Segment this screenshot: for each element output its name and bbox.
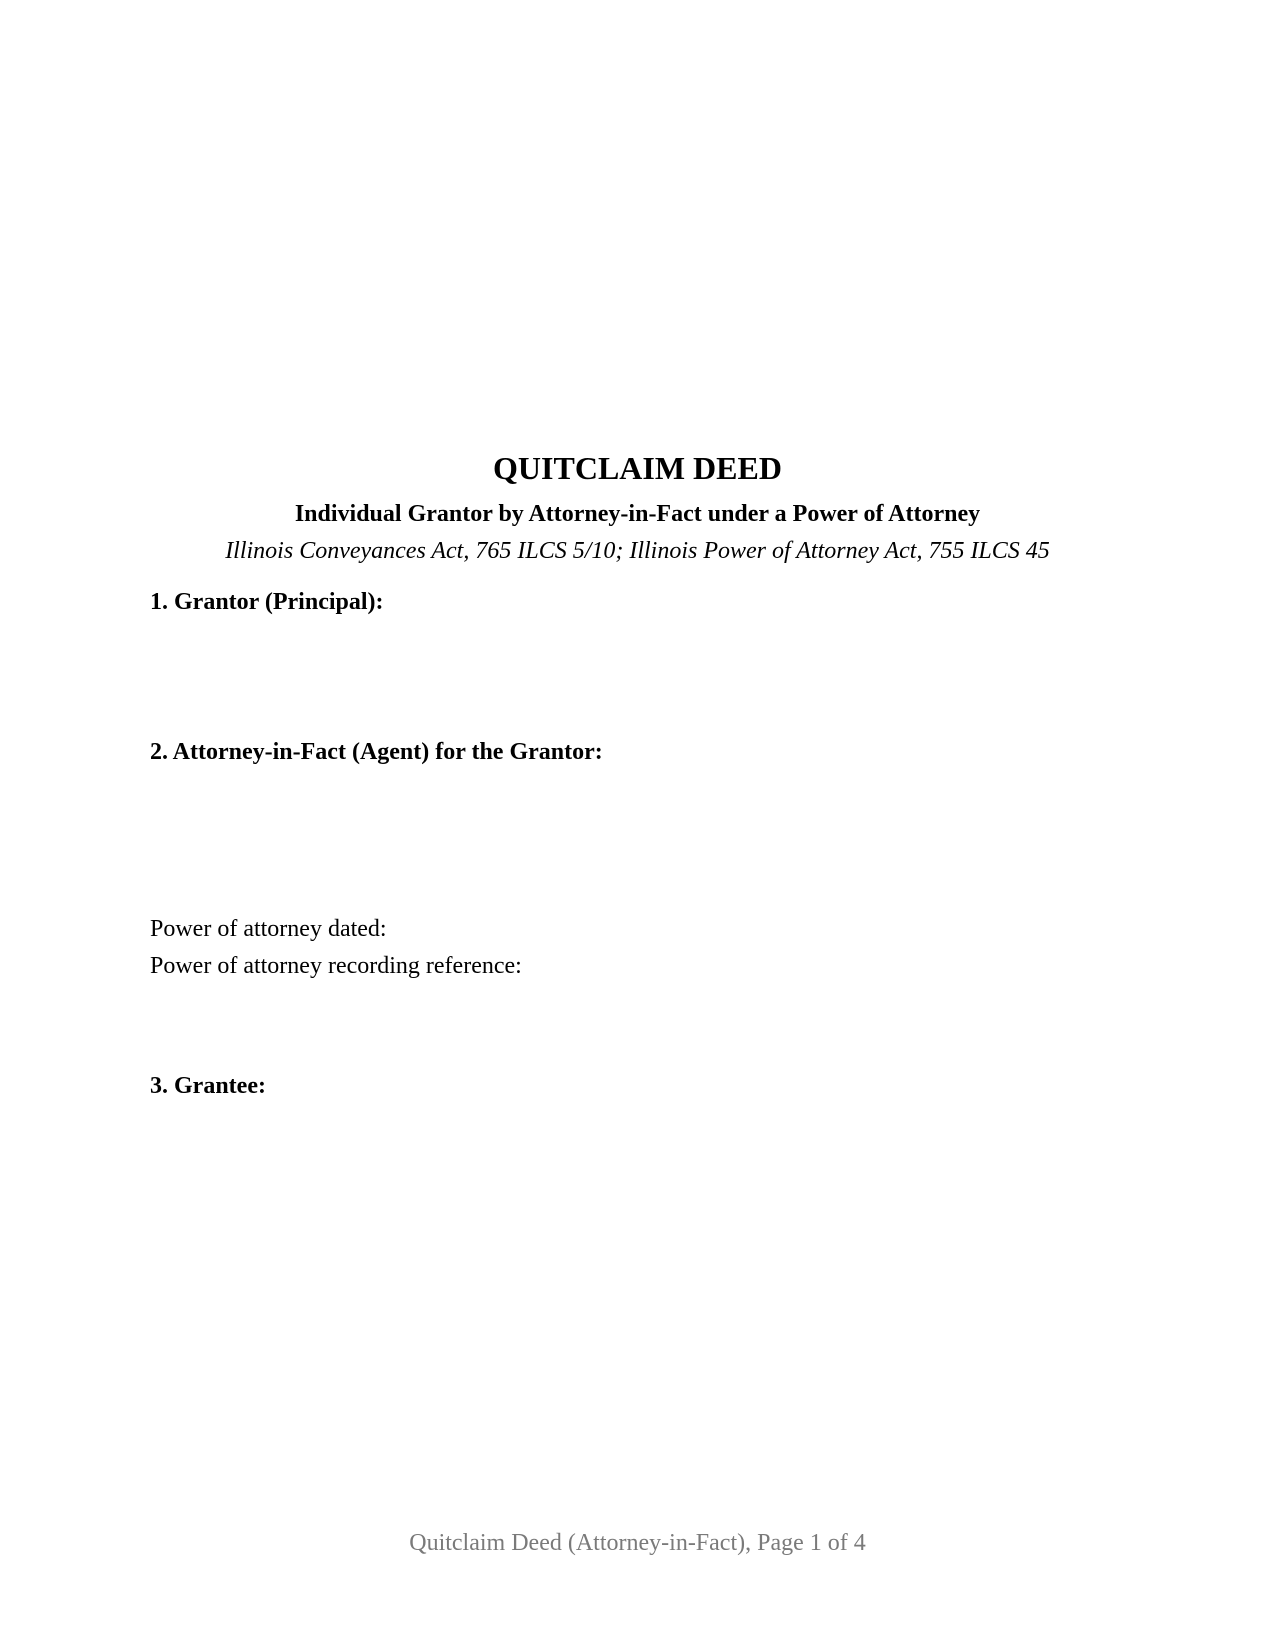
agent-heading: 2. Attorney-in-Fact (Agent) for the Grantor: (150, 739, 603, 765)
poa-dated-label: Power of attorney dated: (150, 916, 387, 942)
statute-citation: Illinois Conveyances Act, 765 ILCS 5/10; Illinois Power of Attorney Act, 755 ILCS 45 (225, 538, 1050, 564)
grantor-heading: 1. Grantor (Principal): (150, 589, 384, 615)
document-title: QUITCLAIM DEED (493, 450, 782, 486)
document-subtitle: Individual Grantor by Attorney-in-Fact under a Power of Attorney (294, 501, 981, 527)
page-footer: Quitclaim Deed (Attorney-in-Fact), Page 1 of 4 (409, 1530, 866, 1556)
poa-recording-label: Power of attorney recording reference: (150, 953, 522, 979)
grantee-heading: 3. Grantee: (150, 1073, 266, 1099)
